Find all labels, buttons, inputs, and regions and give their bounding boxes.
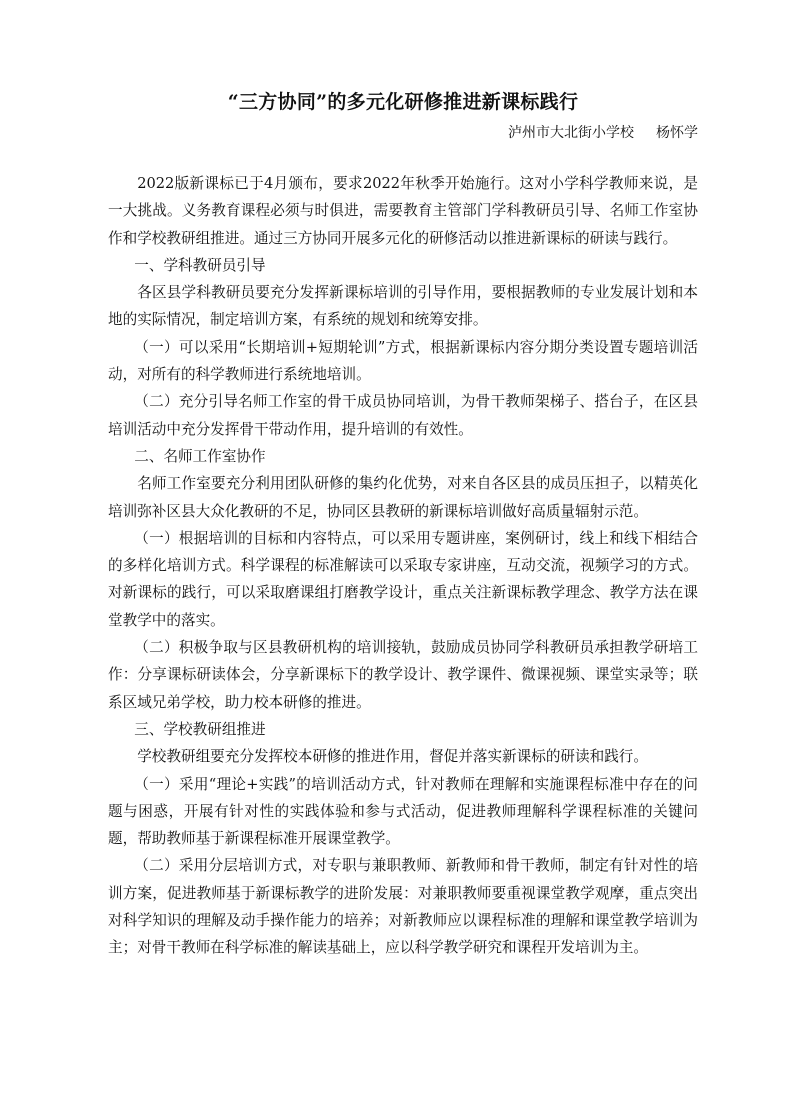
section-2-lead: 名师工作室要充分利用团队研修的集约化优势，对来自各区县的成员压担子，以精英化培训弥补区县大众化教研的不足，协同区县教研的新课标培训做好高质量辐射示范。 (108, 475, 698, 520)
intro-paragraph: 2022版新课标已于4月颁布，要求2022年秋季开始施行。这对小学科学教师来说，是一大挑战。义务教育课程必须与时俱进，需要教育主管部门学科教研员引导、名师工作室协作和学校教研组推进。通过三方协同开展多元化的研修活动以推进新课标的研读与践行。 (108, 175, 698, 247)
section-3-lead: 学校教研组要充分发挥校本研修的推进作用，督促并落实新课标的研读和践行。 (137, 748, 648, 766)
section-3-item-1: （一）采用“理论+实践”的培训活动方式，针对教师在理解和实施课程标准中存在的问题与困惑，开展有针对性的实践体验和参与式活动，促进教师理解科学课程标准的关键问题，帮助教师基于新课程标准开展课堂教学。 (108, 775, 698, 848)
section-1-item-2: （二）充分引导名师工作室的骨干成员协同培训，为骨干教师架梯子、搭台子，在区县培训活动中充分发挥骨干带动作用，提升培训的有效性。 (108, 393, 698, 438)
section-2-item-1: （一）根据培训的目标和内容特点，可以采用专题讲座，案例研讨，线上和线下相结合的多样化培训方式。科学课程的标准解读可以采取专家讲座，互动交流，视频学习的方式。对新课标的践行，可以采取磨课组打磨教学设计，重点关注新课标教学理念、教学方法在课堂教学中的落实。 (108, 529, 698, 629)
byline-author: 杨怀学 (656, 125, 698, 141)
section-1-lead: 各区县学科教研员要充分发挥新课标培训的引导作用，要根据教师的专业发展计划和本地的实际情况，制定培训方案，有系统的规划和统筹安排。 (108, 284, 698, 329)
section-2-heading: 二、名师工作室协作 (134, 447, 266, 465)
section-3-item-2: （二）采用分层培训方式，对专职与兼职教师、新教师和骨干教师，制定有针对性的培训方案，促进教师基于新课标教学的进阶发展：对兼职教师要重视课堂教学观摩，重点突出对科学知识的理解及动手操作能力的培养；对新教师应以课程标准的理解和课堂教学培训为主；对骨干教师在科学标准的解读基础上，应以科学教学研究和课程开发培训为主。 (108, 857, 698, 957)
byline (108, 122, 698, 144)
section-2-item-2: （二）积极争取与区县教研机构的培训接轨，鼓励成员协同学科教研员承担教学研培工作：分享课标研读体会，分享新课标下的教学设计、教学课件、微课视频、课堂实录等；联系区域兄弟学校，助力校本研修的推进。 (108, 639, 698, 711)
byline-school: 泸州市大北街小学校 (508, 125, 634, 141)
section-3-heading: 三、学校教研组推进 (134, 720, 266, 738)
section-1-heading: 一、学科教研员引导 (134, 256, 266, 274)
section-1-item-1: （一）可以采用“长期培训+短期轮训”方式，根据新课标内容分期分类设置专题培训活动，对所有的科学教师进行系统地培训。 (108, 338, 698, 384)
document-title: “三方协同”的多元化研修推进新课标践行 (227, 91, 579, 113)
